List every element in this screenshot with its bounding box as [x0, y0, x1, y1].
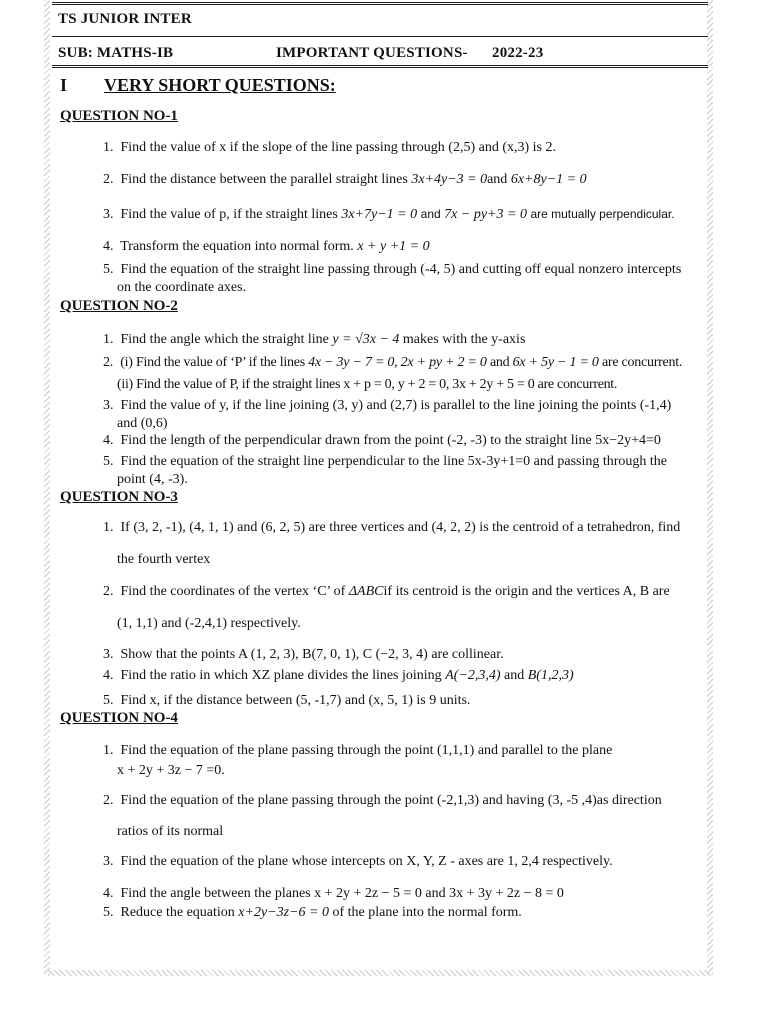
q3-item-1	[103, 519, 680, 537]
item-number: 1.	[103, 743, 114, 758]
item-number: 1.	[103, 332, 114, 347]
equation: 7x − py+3 = 0	[444, 207, 527, 222]
item-connector: and	[504, 668, 525, 683]
item-text: (i) Find the value of ‘P’ if the lines	[120, 355, 305, 370]
item-text: Find the length of the perpendicular drawn from the point (-2, -3) to the straight line 5x−2y+4=0	[120, 433, 661, 448]
equation: y = √3x − 4	[332, 332, 400, 347]
academic-year: 2022-23	[492, 45, 544, 61]
q2-item-5-continued: point (4, -3).	[117, 472, 188, 487]
item-number: 2.	[103, 793, 114, 808]
q2-item-2-part-ii: (ii) Find the value of P, if the straight lines x + p = 0, y + 2 = 0, 3x + 2y + 5 = 0 are concurrent.	[117, 377, 618, 392]
q1-item-2	[103, 171, 587, 189]
q3-item-2-continued: (1, 1,1) and (-2,4,1) respectively.	[117, 616, 301, 631]
item-text: Find the value of y, if the line joining (3, y) and (2,7) is parallel to the line joining the points (-1,4)	[120, 398, 672, 413]
q1-item-3	[103, 205, 675, 224]
question-heading-2: QUESTION NO-2	[60, 298, 178, 314]
item-tail: are concurrent.	[601, 355, 683, 370]
item-number: 5.	[103, 693, 114, 708]
q4-item-4	[103, 885, 564, 903]
q4-item-2	[103, 792, 662, 810]
q2-item-5	[103, 453, 667, 471]
item-text: Find the equation of the plane passing through the point (1,1,1) and parallel to the plane	[120, 743, 613, 758]
q2-item-3	[103, 397, 671, 415]
equation: A(−2,3,4)	[445, 668, 501, 683]
q1-item-5-continued: on the coordinate axes.	[117, 280, 247, 295]
q4-item-5	[103, 904, 522, 922]
header-rule-2	[52, 65, 708, 68]
q3-item-1-continued: the fourth vertex	[117, 552, 211, 567]
item-number: 3.	[103, 854, 114, 869]
item-number: 4.	[103, 433, 114, 448]
item-tail: of the plane into the normal form.	[332, 905, 522, 920]
top-rule	[52, 2, 708, 5]
left-border-decoration	[44, 0, 50, 975]
item-text: Find the angle between the planes x + 2y + 2z − 5 = 0 and 3x + 3y + 2z − 8 = 0	[120, 886, 564, 901]
item-number: 3.	[103, 398, 114, 413]
item-number: 1.	[103, 520, 114, 535]
item-number: 1.	[103, 140, 114, 155]
q3-item-2	[103, 583, 670, 601]
item-text: Transform the equation into normal form.	[120, 239, 354, 254]
q1-item-1	[103, 139, 556, 157]
item-text: Find the equation of the straight line passing through (-4, 5) and cutting off equal nonzero intercepts	[120, 262, 682, 277]
item-text: Find the equation of the plane passing through the point (-2,1,3) and having (3, -5 ,4)as direction	[120, 793, 662, 808]
question-heading-1: QUESTION NO-1	[60, 108, 178, 124]
item-number: 4.	[103, 668, 114, 683]
q4-item-2-continued: ratios of its normal	[117, 824, 224, 839]
item-text: Find the coordinates of the vertex ‘C’ of	[120, 584, 346, 599]
bottom-border-decoration	[48, 970, 710, 976]
equation: 6x + 5y − 1 = 0	[512, 355, 599, 370]
q3-item-3	[103, 646, 504, 664]
item-text: Find x, if the distance between (5, -1,7) and (x, 5, 1) is 9 units.	[120, 693, 471, 708]
q4-item-1-continued: x + 2y + 3z − 7 =0.	[117, 763, 225, 778]
item-tail: are mutually perpendicular.	[530, 207, 675, 221]
equation: 3x+4y−3 = 0	[411, 172, 488, 187]
equation: 4x − 3y − 7 = 0, 2x + py + 2 = 0	[308, 355, 487, 370]
item-number: 3.	[103, 647, 114, 662]
equation: 3x+7y−1 = 0	[341, 207, 418, 222]
q2-item-4	[103, 432, 661, 450]
item-text: Show that the points A (1, 2, 3), B(7, 0, 1), C (−2, 3, 4) are collinear.	[120, 647, 504, 662]
item-tail: if its centroid is the origin and the vertices A, B are	[383, 584, 670, 599]
equation: 6x+8y−1 = 0	[510, 172, 587, 187]
item-text: Find the equation of the straight line perpendicular to the line 5x-3y+1=0 and passing through the	[120, 454, 668, 469]
item-number: 5.	[103, 905, 114, 920]
equation: B(1,2,3)	[527, 668, 574, 683]
item-text: Find the ratio in which XZ plane divides the lines joining	[120, 668, 442, 683]
item-text: Find the value of x if the slope of the line passing through (2,5) and (x,3) is 2.	[120, 140, 556, 155]
item-text: Find the equation of the plane whose intercepts on X, Y, Z - axes are 1, 2,4 respectively.	[120, 854, 613, 869]
item-text: Reduce the equation	[120, 905, 235, 920]
q4-item-3	[103, 853, 613, 871]
item-number: 2.	[103, 355, 113, 370]
item-text: Find the distance between the parallel straight lines	[120, 172, 408, 187]
q2-item-3-continued: and (0,6)	[117, 416, 168, 431]
item-number: 3.	[103, 207, 114, 222]
school-name: TS JUNIOR INTER	[58, 11, 192, 27]
right-border-decoration	[707, 0, 713, 975]
q3-item-4	[103, 667, 574, 685]
equation: x + y +1 = 0	[357, 239, 430, 254]
document-title: IMPORTANT QUESTIONS-	[276, 45, 468, 61]
equation: x+2y−3z−6 = 0	[238, 905, 329, 920]
item-connector: and	[489, 355, 510, 370]
item-tail: makes with the y-axis	[402, 332, 526, 347]
q2-item-2	[103, 354, 682, 372]
q1-item-5	[103, 261, 681, 279]
subject-label: SUB: MATHS-IB	[58, 45, 174, 61]
q2-item-1	[103, 331, 525, 349]
section-roman: I	[60, 75, 68, 95]
item-number: 5.	[103, 454, 114, 469]
item-text: Find the value of p, if the straight lines	[120, 207, 338, 222]
equation: ΔABC	[348, 584, 384, 599]
item-number: 5.	[103, 262, 114, 277]
item-text: If (3, 2, -1), (4, 1, 1) and (6, 2, 5) are three vertices and (4, 2, 2) is the centroid of a tetrahedron, find	[120, 520, 681, 535]
item-connector: and	[487, 172, 508, 187]
section-title: VERY SHORT QUESTIONS:	[104, 75, 336, 95]
q3-item-5	[103, 692, 470, 710]
header-rule-1	[52, 36, 708, 37]
question-heading-3: QUESTION NO-3	[60, 489, 178, 505]
item-connector: and	[420, 207, 441, 221]
item-text: Find the angle which the straight line	[120, 332, 329, 347]
item-number: 2.	[103, 584, 114, 599]
q1-item-4	[103, 238, 430, 256]
item-number: 4.	[103, 239, 114, 254]
item-number: 2.	[103, 172, 114, 187]
q4-item-1	[103, 742, 612, 760]
question-heading-4: QUESTION NO-4	[60, 710, 178, 726]
item-number: 4.	[103, 886, 114, 901]
